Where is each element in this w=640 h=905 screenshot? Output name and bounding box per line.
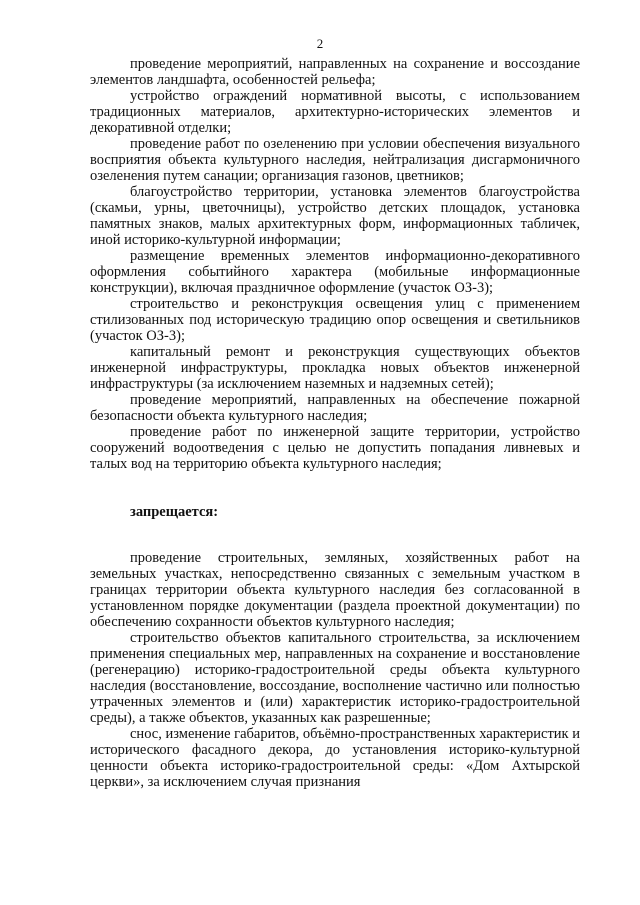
- permitted-item: проведение работ по инженерной защите территории, устройство сооружений водоотведения с целью не допустить попадания ливневых и талых вод на территорию объекта культурного наследия;: [90, 424, 580, 472]
- prohibited-heading: запрещается:: [130, 504, 219, 520]
- prohibited-item: снос, изменение габаритов, объёмно-пространственных характеристик и исторического фасадного декора, до установления историко-культурной ценности объекта историко-градостроительной среды: «Дом Ахтырской церкви», за исключением случая признания: [90, 726, 580, 790]
- permitted-item: строительство и реконструкция освещения улиц с применением стилизованных под историческую традицию опор освещения и светильников (участок ОЗ-3);: [90, 296, 580, 344]
- permitted-item: капитальный ремонт и реконструкция существующих объектов инженерной инфраструктуры, прокладка новых объектов инженерной инфраструктуры (за исключением наземных и надземных сетей);: [90, 344, 580, 392]
- document-body: [90, 56, 580, 790]
- permitted-item: благоустройство территории, установка элементов благоустройства (скамьи, урны, цветочницы), устройство детских площадок, установка памятных знаков, малых архитектурных форм, информационных табличек, иной историко-культурной информации;: [90, 184, 580, 248]
- permitted-item: проведение мероприятий, направленных на сохранение и воссоздание элементов ландшафта, особенностей рельефа;: [90, 56, 580, 88]
- page-number: 2: [316, 36, 324, 51]
- permitted-item: проведение мероприятий, направленных на обеспечение пожарной безопасности объекта культурного наследия;: [90, 392, 580, 424]
- permitted-item: проведение работ по озеленению при условии обеспечения визуального восприятия объекта культурного наследия, нейтрализация дисгармоничного озеленения путем санации; организация газонов, цветников;: [90, 136, 580, 184]
- permitted-item: устройство ограждений нормативной высоты, с использованием традиционных материалов, архитектурно-исторических элементов и декоративной отделки;: [90, 88, 580, 136]
- prohibited-item: строительство объектов капитального строительства, за исключением применения специальных мер, направленных на сохранение и восстановление (регенерацию) историко-градостроительной среды объекта культурного наследия (восстановление, воссоздание, восполнение частично или полностью утраченных элементов и (или) характеристик историко-градостроительной среды), а также объектов, указанных как разрешенные;: [90, 630, 580, 726]
- permitted-item: размещение временных элементов информационно-декоративного оформления событийного характера (мобильные информационные конструкции), включая праздничное оформление (участок ОЗ-3);: [90, 248, 580, 296]
- prohibited-item: проведение строительных, земляных, хозяйственных работ на земельных участках, непосредственно связанных с земельным участком в границах территории объекта культурного наследия без согласованной в установленном порядке документации (раздела проектной документации) по обеспечению сохранности объектов культурного наследия;: [90, 550, 580, 630]
